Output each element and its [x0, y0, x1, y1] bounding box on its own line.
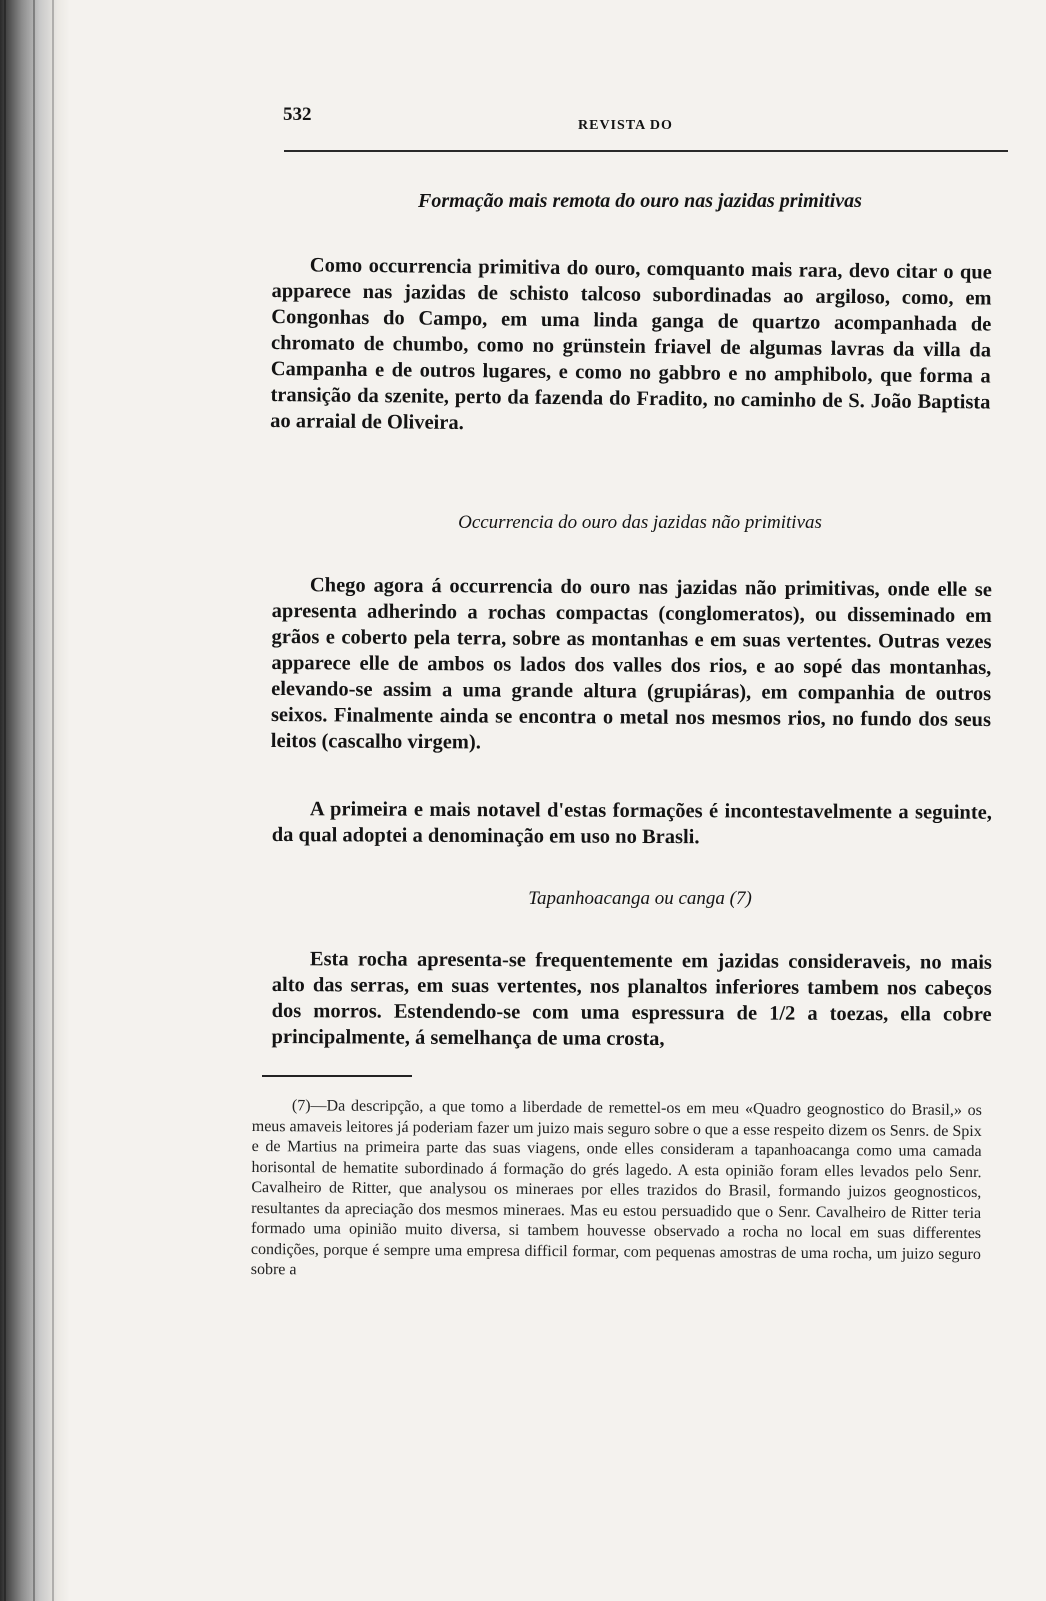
body-paragraph: Como occurrencia primitiva do ouro, comquanto mais rara, devo citar o que apparece nas jazidas de schisto talcoso subordinadas ao argiloso, como, em Congonhas do Campo, em uma linda ganga de quartzo acompanhada de chromato de chumbo, como no grünstein friavel de algumas lavras da villa da Campanha e de outros lugares, e como no gabbro e no amphibolo, que forma a transição da szenite, perto da fazenda do Fradito, no caminho de S. João Baptista ao arraial de Oliveira.	[270, 254, 992, 435]
binding-edge	[52, 0, 54, 1601]
header-rule	[284, 150, 1008, 152]
body-paragraph: A primeira e mais notavel d'estas formações é incontestavelmente a seguinte, da qual adoptei a denominação em uso no Brasli.	[271, 798, 992, 849]
footnote: (7)—Da descripção, a que tomo a liberdade de remettel-os em meu «Quadro geognostico do Brasil,» os meus amaveis leitores já poderiam fazer um juizo mais seguro sobre o que a esse respeito dizem os Senrs. de Spix e de Martius na primeira parte das suas viagens, onde elles consideram a tapanhoacanga como uma camada horisontal de hematite subordinado á formação do grés lagedo. A esta opinião foram elles levados pelo Senr. Cavalheiro de Ritter, que analysou os mineraes por elles trazidos do Brasil, formando juizos geognosticos, resultantes da apreciação dos mesmos mineraes. Mas eu estou persuadido que o Senr. Cavalheiro de Ritter teria formado uma opinião muito diversa, si tambem houvesse observado a rocha no local em suas differentes condições, porque é sempre uma empresa difficil formar, com pequenas amostras de uma rocha, um juizo seguro sobre a	[250, 1097, 982, 1279]
binding-edge	[33, 0, 35, 1601]
page-number: 532	[283, 104, 312, 125]
running-head: REVISTA DO	[578, 118, 673, 133]
binding-edge	[4, 0, 6, 1601]
footnote-rule	[262, 1075, 412, 1077]
section-heading: Formação mais remota do ouro nas jazidas primitivas	[418, 190, 862, 212]
body-paragraph: Chego agora á occurrencia do ouro nas jazidas não primitivas, onde elle se apresenta adherindo a rochas compactas (conglomeratos), ou disseminado em grãos e coberto pela terra, sobre as montanhas e em suas vertentes. Outras vezes apparece elle de ambos os lados dos valles dos rios, e ao sopé das montanhas, elevando-se assim a uma grande altura (grupiáras), em companhia de outros seixos. Finalmente ainda se encontra o metal nos mesmos rios, no fundo dos seus leitos (cascalho virgem).	[270, 574, 992, 754]
section-heading: Tapanhoacanga ou canga (7)	[528, 888, 752, 909]
body-paragraph: Esta rocha apresenta-se frequentemente em jazidas consideraveis, no mais alto das serras, em suas vertentes, nos planaltos inferiores tambem nos cabeços dos morros. Estendendo-se com uma espressura de 1/2 a toezas, ella cobre principalmente, á semelhança de uma crosta,	[271, 948, 992, 1051]
section-heading: Occurrencia do ouro das jazidas não primitivas	[458, 512, 822, 533]
scan-binding-shadow	[0, 0, 70, 1601]
